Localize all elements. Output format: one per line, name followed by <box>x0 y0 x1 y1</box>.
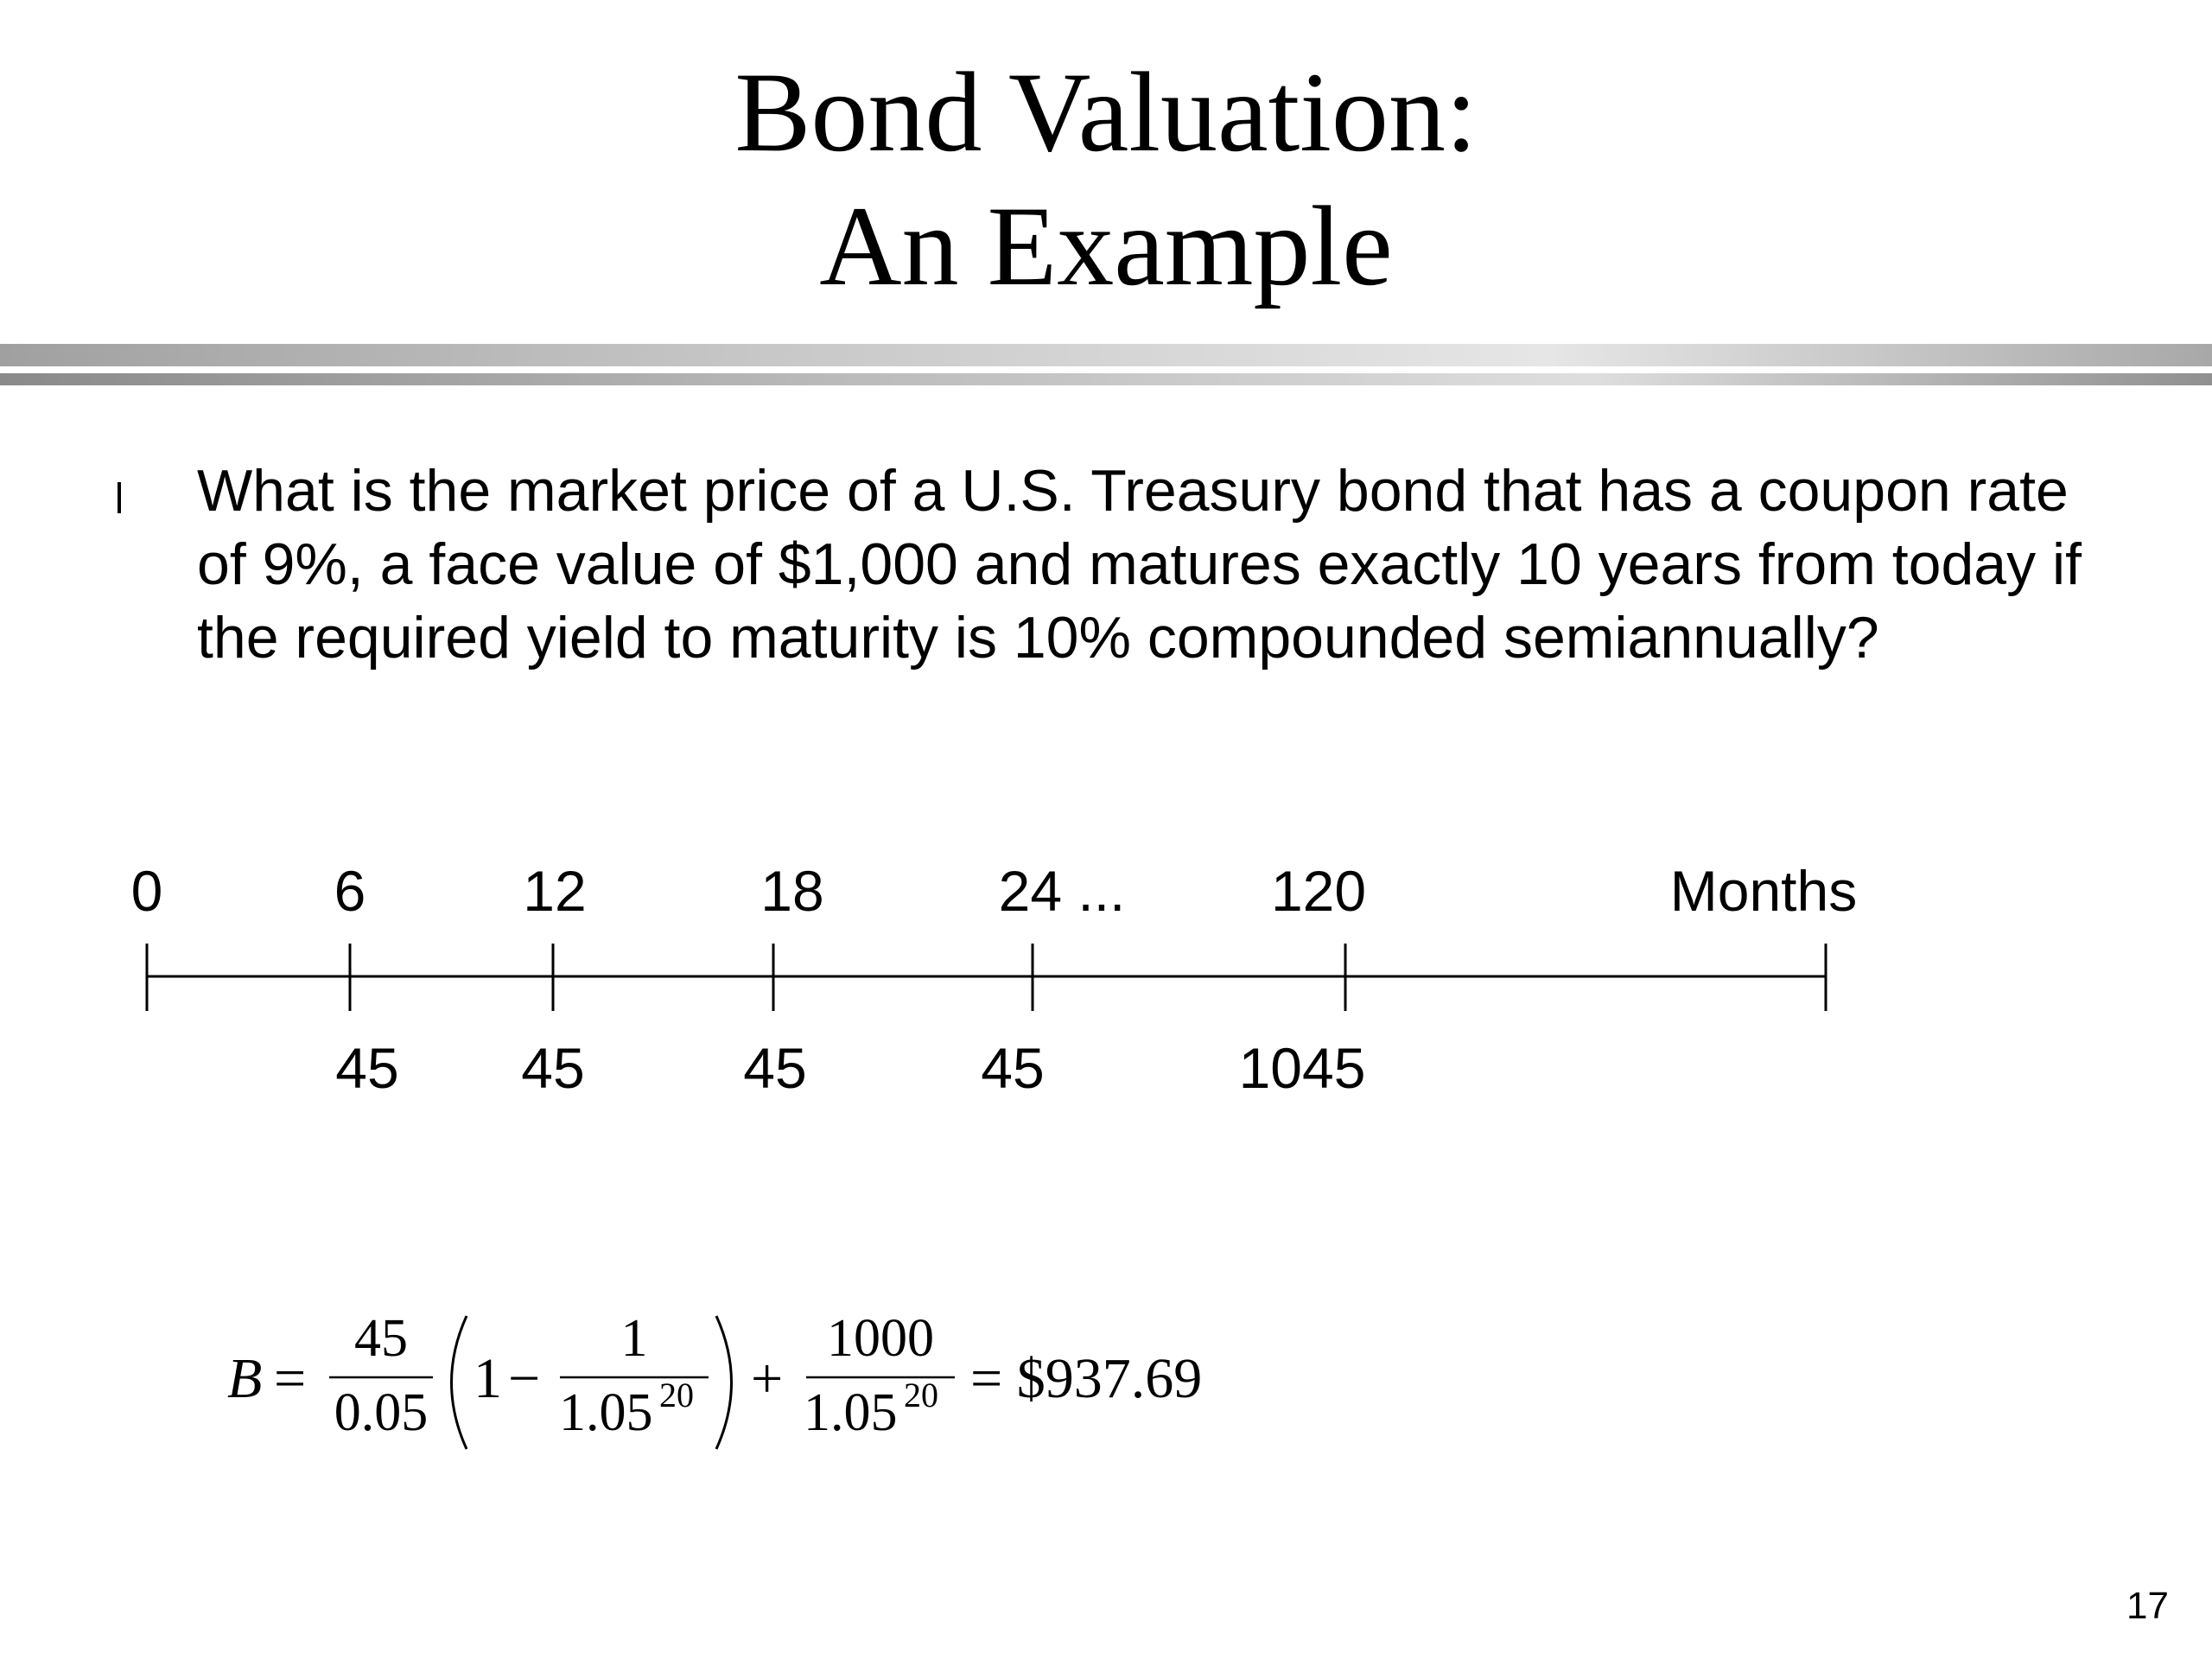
timeline-cash-flow: 45 <box>743 1036 807 1100</box>
fraction-numerator: 45 <box>354 1309 408 1368</box>
timeline-cash-flow: 45 <box>335 1036 399 1100</box>
fraction-denominator-base: 1.05 <box>804 1383 898 1442</box>
fraction-denominator-exponent: 20 <box>659 1376 694 1414</box>
timeline-cash-flow: 45 <box>521 1036 585 1100</box>
fraction-denominator: 0.05 <box>334 1383 429 1442</box>
page-number: 17 <box>2126 1585 2169 1627</box>
fraction-numerator: 1 <box>620 1309 648 1368</box>
fraction-numerator: 1000 <box>827 1309 934 1368</box>
left-paren <box>452 1316 467 1449</box>
bond-price-equation <box>220 1300 1257 1473</box>
timeline-label-month: 6 <box>334 859 366 923</box>
timeline-label-month: 24 ... <box>998 859 1126 923</box>
equation-result: = $937.69 <box>970 1347 1203 1410</box>
timeline-cash-flow: 45 <box>981 1036 1045 1100</box>
equation-equals: = <box>274 1347 307 1410</box>
title-line-1: Bond Valuation: <box>734 48 1478 175</box>
timeline-units-label: Months <box>1669 859 1858 923</box>
fraction-denominator-exponent: 20 <box>904 1376 938 1414</box>
equation-plus: + <box>751 1347 784 1410</box>
equation-one: 1 <box>474 1347 502 1410</box>
fraction-denominator-base: 1.05 <box>559 1383 653 1442</box>
right-paren <box>716 1316 732 1449</box>
timeline-label-month: 18 <box>760 859 824 923</box>
question-text: What is the market price of a U.S. Treasury bond that has a coupon rate of 9%, a face value of $1,000 and matures exactly 10 years from today if the required yield to maturity is 10% compounded semiannually? <box>197 458 2082 671</box>
equation-svg <box>220 1300 1257 1473</box>
timeline-cash-flow: 1045 <box>1238 1036 1366 1100</box>
timeline-label-month: 120 <box>1270 859 1367 923</box>
title-line-2: An Example <box>819 182 1393 309</box>
timeline-label-month: 12 <box>523 859 587 923</box>
equation-minus: − <box>508 1347 541 1410</box>
equation-lhs: B <box>227 1347 263 1410</box>
timeline-label-month: 0 <box>130 859 163 923</box>
